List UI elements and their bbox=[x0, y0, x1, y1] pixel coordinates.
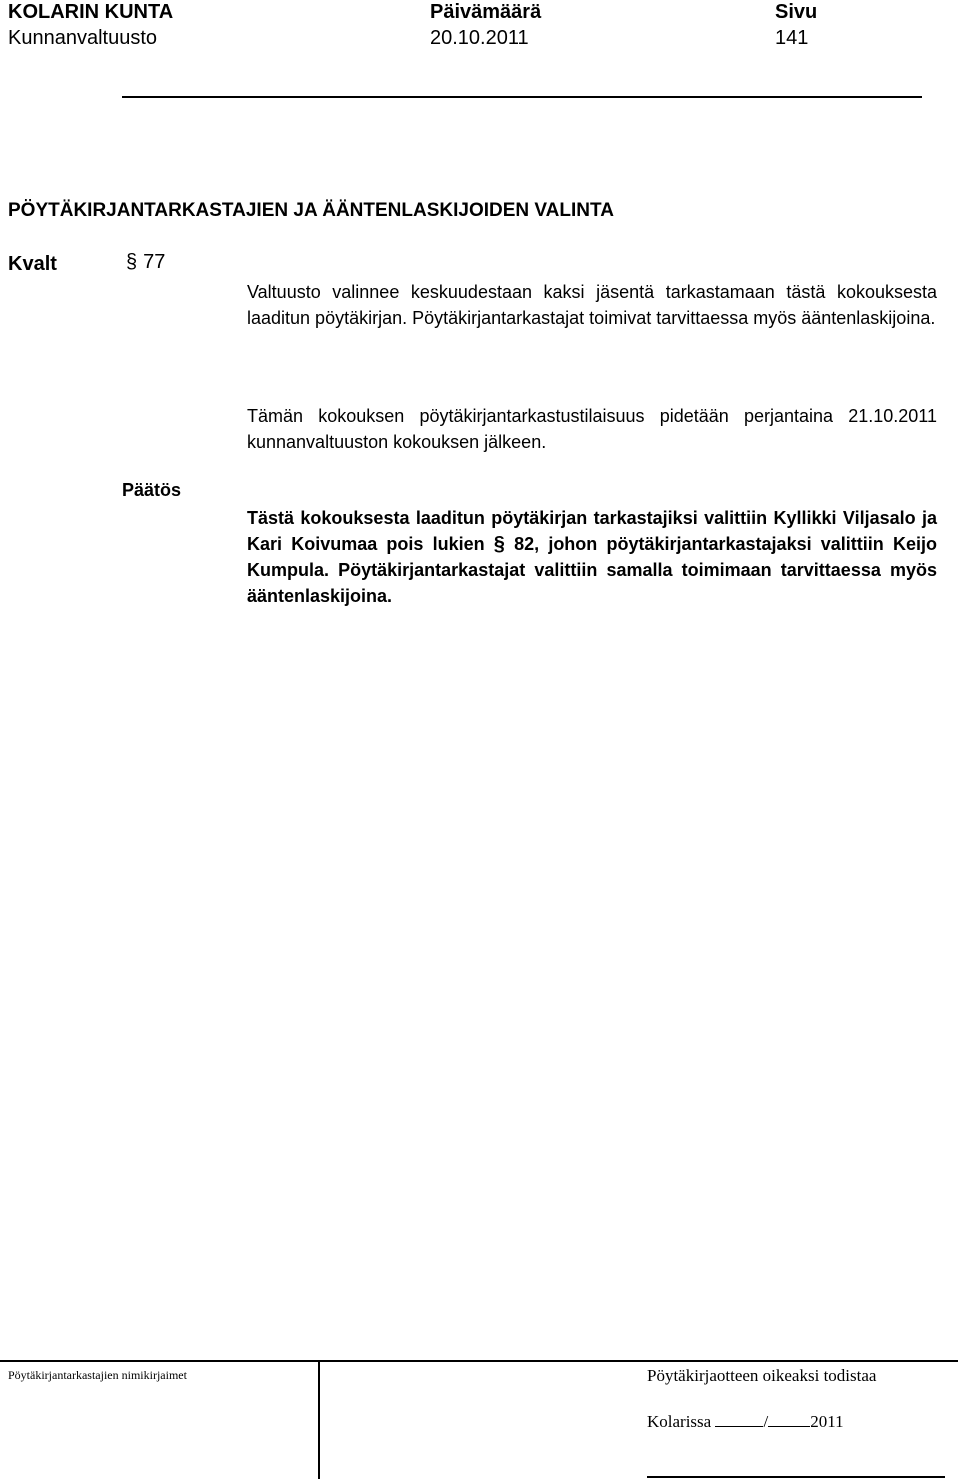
decision-label: Päätös bbox=[122, 480, 182, 500]
certify-date-line bbox=[647, 1412, 844, 1432]
footer-rule bbox=[0, 1360, 958, 1362]
item-section bbox=[126, 251, 165, 274]
date-separator: / bbox=[763, 1412, 769, 1431]
meeting-date: 20.10.2011 bbox=[430, 27, 529, 49]
item-code: Kvalt bbox=[8, 253, 57, 275]
page-label: Sivu bbox=[775, 1, 818, 23]
paragraph-inspection: Tämän kokouksen pöytäkirjantarkastustilaisuus pidetään perjantaina 21.10.2011 kunnanvaltuuston kokouksen jälkeen. bbox=[247, 406, 937, 452]
decision-text-after: 82, johon pöytäkirjantarkastajaksi valittiin Keijo Kumpula. Pöytäkirjantarkastajat valittiin samalla toimimaan tarvittaessa myös ääntenlaskijoina. bbox=[247, 534, 937, 606]
decision-section-symbol: § bbox=[493, 533, 505, 555]
signature-line bbox=[647, 1476, 945, 1478]
day-blank bbox=[715, 1412, 763, 1427]
page-number: 141 bbox=[775, 27, 809, 49]
decision-text bbox=[247, 505, 937, 609]
signatures-label: Pöytäkirjantarkastajien nimikirjaimet bbox=[8, 1368, 187, 1382]
footer-divider bbox=[318, 1361, 320, 1479]
paragraph-proposal: Valtuusto valinnee keskuudestaan kaksi jäsentä tarkastamaan tästä kokouksesta laaditun pöytäkirjan. Pöytäkirjantarkastajat toimivat tarvittaessa myös ääntenlaskijoina. bbox=[247, 282, 937, 328]
item-number: 77 bbox=[143, 251, 166, 273]
page-title: PÖYTÄKIRJANTARKASTAJIEN JA ÄÄNTENLASKIJOIDEN VALINTA bbox=[8, 200, 614, 221]
month-blank bbox=[768, 1412, 810, 1427]
section-symbol: § bbox=[126, 251, 138, 273]
certify-label: Pöytäkirjaotteen oikeaksi todistaa bbox=[647, 1366, 877, 1385]
place-name: Kolarissa bbox=[647, 1412, 712, 1431]
municipality-name: KOLARIN KUNTA bbox=[8, 1, 174, 23]
header-rule bbox=[122, 96, 922, 98]
decision-text-before: Tästä kokouksesta laaditun pöytäkirjan tarkastajiksi valittiin Kyllikki Viljasalo ja Kari Koivumaa pois lukien bbox=[247, 508, 937, 554]
certify-year: 2011 bbox=[810, 1412, 844, 1431]
date-label: Päivämäärä bbox=[430, 1, 542, 23]
organ-name: Kunnanvaltuusto bbox=[8, 27, 158, 49]
